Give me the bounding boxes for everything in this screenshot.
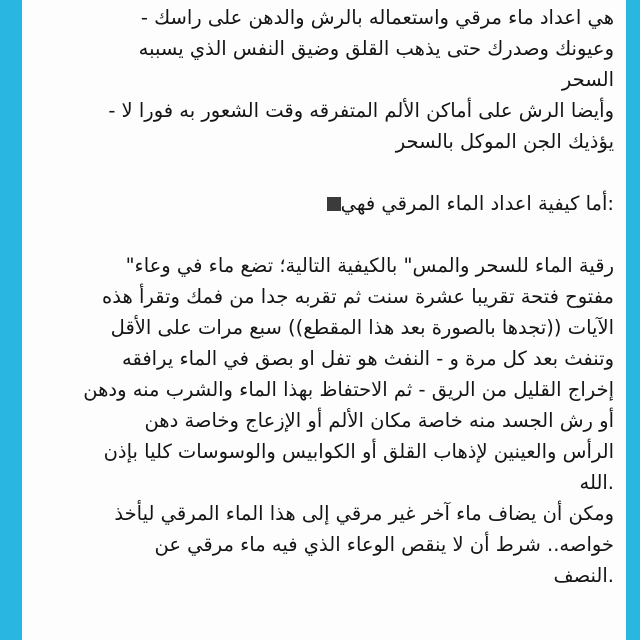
text-line: ومكن أن يضاف ماء آخر غير مرقي إلى هذا الماء المرقي ليأخذ bbox=[114, 502, 614, 525]
text-line: وتنفث بعد كل مرة و - النفث هو تفل او بصق في الماء يرافقه bbox=[122, 347, 614, 370]
blank-line bbox=[32, 157, 614, 188]
text-line: .النصف bbox=[553, 564, 614, 587]
text-line: وعيونك وصدرك حتى يذهب القلق وضيق النفس الذي يسببه bbox=[138, 37, 614, 60]
document-body bbox=[22, 2, 626, 591]
text-line: رقية الماء للسحر والمس" بالكيفية التالية؛ تضع ماء في وعاء" bbox=[125, 254, 614, 277]
left-frame-border bbox=[0, 0, 22, 640]
black-square-icon bbox=[327, 197, 341, 211]
text-line: الآيات ((تجدها بالصورة بعد هذا المقطع)) سبع مرات على الأقل bbox=[110, 316, 614, 339]
section-heading bbox=[32, 188, 614, 219]
blank-line bbox=[32, 219, 614, 250]
text-line: خواصه.. شرط أن لا ينقص الوعاء الذي فيه ماء مرقي عن bbox=[154, 533, 614, 556]
text-line: .الله bbox=[579, 471, 614, 494]
text-line: إخراج القليل من الريق - ثم الاحتفاظ بهذا الماء والشرب منه ودهن bbox=[83, 378, 614, 401]
document-page bbox=[22, 0, 626, 640]
text-line: السحر bbox=[561, 68, 614, 91]
text-line: هي اعداد ماء مرقي واستعماله بالرش والدهن على راسك - bbox=[140, 6, 614, 29]
text-line: وأيضا الرش على أماكن الألم المتفرقه وقت الشعور به فورا لا - bbox=[108, 99, 614, 122]
text-line: الرأس والعينين لإذهاب القلق أو الكوابيس والوسوسات كليا بإذن bbox=[103, 440, 614, 463]
text-line: يؤذيك الجن الموكل بالسحر bbox=[395, 130, 614, 153]
right-frame-border bbox=[626, 0, 640, 640]
text-line: مفتوح فتحة تقريبا عشرة سنت ثم تقربه جدا من فمك وتقرأ هذه bbox=[102, 285, 614, 308]
text-line: أو رش الجسد منه خاصة مكان الألم أو الإزعاج وخاصة دهن bbox=[144, 409, 614, 432]
heading-text: :أما كيفية اعداد الماء المرقي فهي bbox=[340, 192, 614, 215]
